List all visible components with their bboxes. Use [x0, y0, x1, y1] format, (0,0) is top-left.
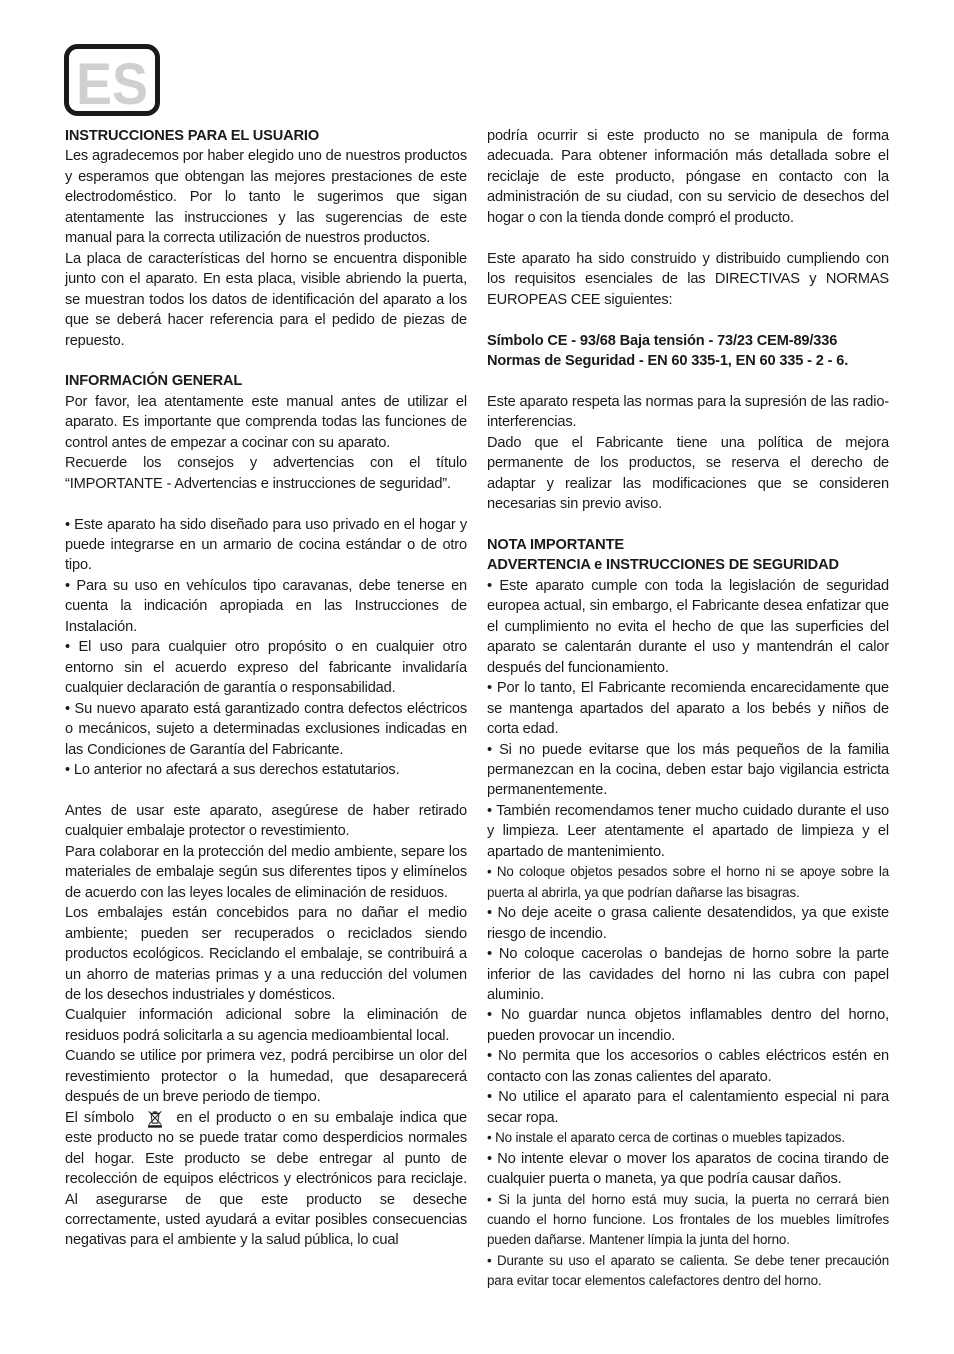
bullet-item: • No utilice el aparato para el calentamiento especial ni para secar ropa.: [487, 1089, 889, 1126]
heading-important-note: NOTA IMPORTANTE: [487, 537, 624, 553]
bullet-item: • Su nuevo aparato está garantizado contra defectos eléctricos o mecánicos, sujeto a determinadas exclusiones indicadas en las Condiciones de Garantía del Fabricante.: [65, 700, 467, 758]
bullet-item: • Este aparato cumple con toda la legislación de seguridad europea actual, sin embargo, el Fabricante desea enfatizar que el cumplimiento no evita el hecho de que las superficies del aparato se calentarán durante el uso y mantendrán el calor después del funcionamiento.: [487, 577, 889, 676]
language-code: ES: [76, 52, 148, 116]
paragraph: Recuerde los consejos y advertencias con el título “IMPORTANTE - Advertencias e instrucciones de seguridad”.: [65, 455, 467, 492]
heading-safety-warnings: ADVERTENCIA e INSTRUCCIONES DE SEGURIDAD: [487, 557, 839, 574]
paragraph: Este aparato ha sido construido y distribuido cumpliendo con los requisitos esenciales de las DIRECTIVAS y NORMAS EUROPEAS CEE siguientes:: [487, 250, 889, 308]
weee-text-end: en el producto o en su embalaje indica que este producto no se puede tratar como desperdicios normales del hogar. Este producto se debe entregar al punto de recolección de equipos eléctricos y electrónicos para reciclaje. Al asegurarse de que este producto se deseche correctamente, usted ayudará a evitar posibles consecuencias negativas para el ambiente y la salud pública, lo cual: [65, 1109, 467, 1249]
paragraph: La placa de características del horno se encuentra disponible junto con el aparato. En esta placa, visible abriendo la puerta, se muestran todos los datos de identificación del aparato a los que se deberá hacer referencia para el pedido de piezas de repuesto.: [65, 250, 467, 349]
bullet-item: • También recomendamos tener mucho cuidado durante el uso y limpieza. Leer atentamente el apartado de limpieza y el apartado de mantenimiento.: [487, 802, 889, 860]
bullet-item: • No permita que los accesorios o cables eléctricos estén en contacto con las zonas calientes del aparato.: [487, 1048, 889, 1085]
bullet-item: • Si la junta del horno está muy sucia, la puerta no cerrará bien cuando el horno funcione. Los frontales de los muebles limítrofes pueden dañarse. Mantener límpia la junta del horno.: [487, 1191, 889, 1248]
bullet-item: • No intente elevar o mover los aparatos de cocina tirando de cualquier puerta o maneta, ya que podría causar daños.: [487, 1150, 889, 1188]
bullet-item: • No deje aceite o grasa caliente desatendidos, ya que existe riesgo de incendio.: [487, 905, 889, 942]
bullet-item: • No instale el aparato cerca de cortinas o muebles tapizados.: [487, 1130, 845, 1146]
paragraph: Este aparato respeta las normas para la supresión de las radio-interferencias.: [487, 393, 889, 431]
language-badge-es: [64, 44, 160, 116]
weee-crossed-bin-icon: [142, 1110, 168, 1128]
paragraph: podría ocurrir si este producto no se manipula de forma adecuada. Para obtener información más detallada sobre el reciclaje de este producto, póngase en contacto con la administración de su ciudad, con su servicio de desechos del hogar o con la tienda donde compró el producto.: [487, 128, 889, 226]
bullet-item: • Este aparato ha sido diseñado para uso privado en el hogar y puede integrarse en un armario de cocina estándar o de otro tipo.: [65, 516, 467, 574]
paragraph: Para colaborar en la protección del medio ambiente, separe los materiales de embalaje según sus diferentes tipos y elimínelos de acuerdo con las leyes locales de eliminación de residuos.: [65, 843, 467, 901]
bullet-item: • Si no puede evitarse que los más pequeños de la familia permanezcan en la cocina, deben estar bajo vigilancia estricta permanentemente.: [487, 741, 889, 799]
paragraph: Cuando se utilice por primera vez, podrá percibirse un olor del revestimiento protector o la humedad, que desaparecerá después de un breve periodo de tiempo.: [65, 1048, 467, 1106]
ce-directives: Símbolo CE - 93/68 Baja tensión - 73/23 CEM-89/336: [487, 332, 838, 349]
paragraph: Dado que el Fabricante tiene una política de mejora permanente de los productos, se reserva el derecho de adaptar y realizar las modificaciones que se consideren necesarias sin previo aviso.: [487, 434, 889, 513]
right-column: [487, 126, 889, 1292]
heading-general-info: INFORMACIÓN GENERAL: [65, 373, 243, 390]
bullet-item: • No coloque cacerolas o bandejas de horno sobre la parte inferior de las cavidades del horno ni las cubra con papel aluminio.: [487, 946, 889, 1003]
bullet-item: • No guardar nunca objetos inflamables dentro del horno, pueden provocar un incendio.: [487, 1007, 889, 1044]
weee-text-start: El símbolo: [65, 1109, 134, 1126]
paragraph: Cualquier información adicional sobre la eliminación de residuos podrá solicitarla a su agencia medioambiental local.: [65, 1007, 467, 1044]
heading-user-instructions: INSTRUCCIONES PARA EL USUARIO: [65, 128, 320, 144]
paragraph: Los embalajes están concebidos para no dañar el medio ambiente; pueden ser recuperados o reciclados siendo productos ecológicos. Reciclando el embalaje, se contribuirá a un ahorro de materias primas y a una reducción del volumen de los desechos industriales y domésticos.: [65, 905, 467, 1003]
bullet-item: • El uso para cualquier otro propósito o en cualquier otro entorno sin el acuerdo expreso del fabricante invalidaría cualquier declaración de garantía o responsabilidad.: [65, 639, 467, 697]
paragraph: Antes de usar este aparato, asegúrese de haber retirado cualquier embalaje protector o revestimiento.: [65, 802, 467, 840]
bullet-item: • No coloque objetos pesados sobre el horno ni se apoye sobre la puerta al abrirla, ya que podrían dañarse las bisagras.: [487, 864, 889, 900]
bullet-item: • Para su uso en vehículos tipo caravanas, debe tenerse en cuenta la indicación apropiada en las Instrucciones de Instalación.: [65, 577, 467, 635]
bullet-item: • Durante su uso el aparato se calienta. Se debe tener precaución para evitar tocar elementos calefactores dentro del horno.: [487, 1252, 889, 1289]
bullet-item: • Por lo tanto, El Fabricante recomienda encarecidamente que se mantenga apartados del aparato a los bebés y niños de corta edad.: [487, 680, 889, 738]
safety-norms: Normas de Seguridad - EN 60 335-1, EN 60 335 - 2 - 6.: [487, 352, 849, 369]
left-column: [65, 126, 467, 1251]
paragraph-weee: [65, 1108, 467, 1251]
paragraph: Por favor, lea atentamente este manual antes de utilizar el aparato. Es importante que comprenda todas las funciones de control antes de empezar a cocinar con su aparato.: [65, 393, 467, 451]
paragraph: Les agradecemos por haber elegido uno de nuestros productos y esperamos que obtengan las mejores prestaciones de este electrodoméstico. Por lo tanto le sugerimos que sigan atentamente las instrucciones y las sugerencias de este manual para la correcta utilización de nuestros productos.: [65, 148, 467, 247]
bullet-item: • Lo anterior no afectará a sus derechos estatutarios.: [65, 762, 400, 779]
